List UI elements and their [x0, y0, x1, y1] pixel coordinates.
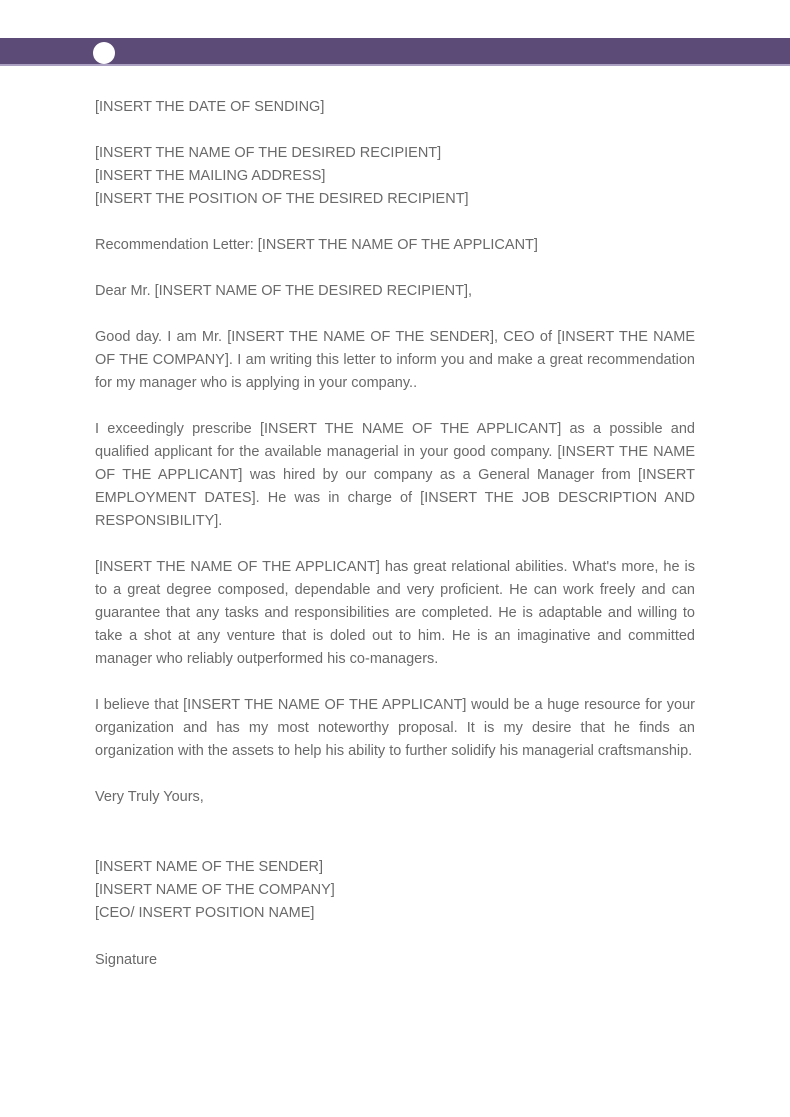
sender-position-placeholder: [CEO/ INSERT POSITION NAME]	[95, 905, 315, 921]
recipient-position-placeholder: [INSERT THE POSITION OF THE DESIRED RECIPIENT]	[95, 191, 469, 207]
body-paragraph-4: I believe that [INSERT THE NAME OF THE APPLICANT] would be a huge resource for your organization and has my most noteworthy proposal. It is my desire that he finds an organization with the assets to help his ability to further solidify his managerial craftsmanship.	[95, 697, 695, 759]
date-placeholder: [INSERT THE DATE OF SENDING]	[95, 99, 325, 115]
body-paragraph-3: [INSERT THE NAME OF THE APPLICANT] has great relational abilities. What's more, he is to a great degree composed, dependable and very proficient. He can work freely and can guarantee that any tasks and responsibilities are completed. He is adaptable and willing to take a shot at any venture that is doled out to him. He is an imaginative and committed manager who reliably outperformed his co-managers.	[95, 559, 695, 667]
salutation: Dear Mr. [INSERT NAME OF THE DESIRED RECIPIENT],	[95, 283, 473, 299]
recipient-name-placeholder: [INSERT THE NAME OF THE DESIRED RECIPIENT]	[95, 145, 442, 161]
recipient-block	[95, 142, 695, 211]
closing-line: Very Truly Yours,	[95, 789, 204, 805]
header-accent-bar	[0, 38, 790, 66]
sender-company-placeholder: [INSERT NAME OF THE COMPANY]	[95, 882, 335, 898]
letter-content	[95, 96, 695, 972]
body-paragraph-1: Good day. I am Mr. [INSERT THE NAME OF THE SENDER], CEO of [INSERT THE NAME OF THE COMPANY]. I am writing this letter to inform you and make a great recommendation for my manager who is applying in your company..	[95, 329, 695, 391]
recipient-address-placeholder: [INSERT THE MAILING ADDRESS]	[95, 168, 326, 184]
signature-label: Signature	[95, 952, 158, 968]
body-paragraph-2: I exceedingly prescribe [INSERT THE NAME OF THE APPLICANT] as a possible and qualified applicant for the available managerial in your good company. [INSERT THE NAME OF THE APPLICANT] was hired by our company as a General Manager from [INSERT EMPLOYMENT DATES]. He was in charge of [INSERT THE JOB DESCRIPTION AND RESPONSIBILITY].	[95, 421, 695, 529]
signature-block	[95, 856, 695, 925]
subject-line: Recommendation Letter: [INSERT THE NAME OF THE APPLICANT]	[95, 237, 538, 253]
sender-name-placeholder: [INSERT NAME OF THE SENDER]	[95, 859, 324, 875]
logo-circle-icon	[93, 42, 115, 64]
